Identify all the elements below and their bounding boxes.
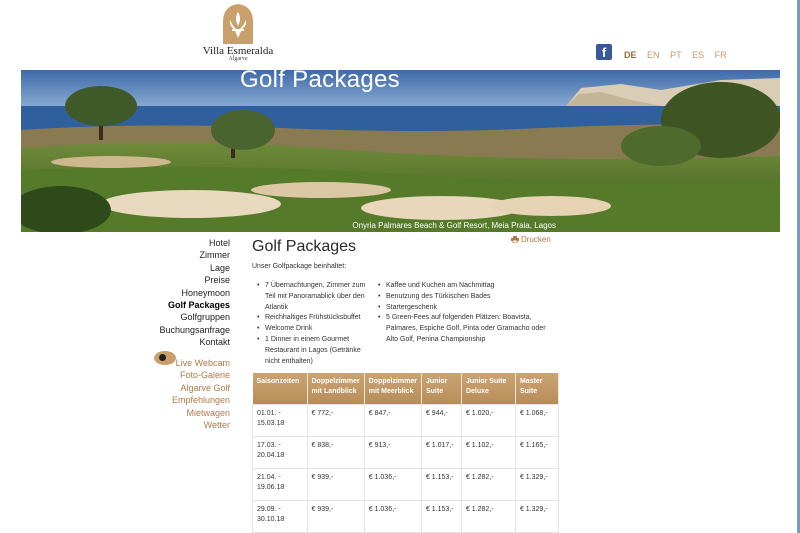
table-cell: € 913,-: [364, 437, 421, 469]
nav-item-mietwagen[interactable]: Mietwagen: [186, 407, 230, 418]
nav-item-algarve-golf[interactable]: Algarve Golf: [180, 382, 230, 393]
table-cell: € 1.282,-: [461, 469, 515, 501]
col-header-season: Saisonzeiten: [253, 373, 308, 405]
print-label: Drucken: [521, 235, 551, 244]
lang-pt[interactable]: PT: [670, 50, 682, 60]
list-item: • Welcome Drink: [257, 324, 377, 335]
nav-item-honeymoon[interactable]: Honeymoon: [181, 287, 230, 298]
table-cell: 29.09. - 30.10.18: [253, 501, 308, 533]
list-item: • Kaffee und Kuchen am Nachmittag: [378, 281, 546, 292]
col-header-dz-land: Doppelzimmer mit Landblick: [307, 373, 364, 405]
intro-text: Unser Golfpackage beinhaltet:: [252, 263, 347, 270]
table-cell: € 1.153,-: [421, 501, 461, 533]
table-cell: € 939,-: [307, 501, 364, 533]
list-item: • Benutzung des Türkischen Bades: [378, 292, 546, 303]
table-cell: € 1.165,-: [515, 437, 558, 469]
table-row: [253, 501, 559, 533]
logo-name: Villa Esmeralda: [202, 45, 274, 57]
nav-item-preise[interactable]: Preise: [204, 275, 230, 286]
table-cell: € 939,-: [307, 469, 364, 501]
table-cell: € 838,-: [307, 437, 364, 469]
lang-es[interactable]: ES: [692, 50, 705, 60]
table-cell: € 1.020,-: [461, 405, 515, 437]
print-link[interactable]: [511, 235, 551, 244]
nav-item-live-webcam[interactable]: Live Webcam: [175, 358, 230, 368]
table-cell: € 847,-: [364, 405, 421, 437]
table-row: [253, 437, 559, 469]
main-nav: [159, 237, 230, 349]
package-list-right: [378, 281, 546, 346]
table-cell: € 1.036,-: [364, 501, 421, 533]
golf-course-banner-image: [21, 70, 780, 232]
table-cell: € 1.068,-: [515, 405, 558, 437]
table-row: [253, 469, 559, 501]
list-item: • Reichhaltiges Frühstücksbuffet: [257, 313, 377, 324]
table-cell: € 1.282,-: [461, 501, 515, 533]
table-cell: € 1.102,-: [461, 437, 515, 469]
nav-item-kontakt[interactable]: Kontakt: [199, 337, 230, 348]
logo-subtitle: Algarve: [228, 56, 248, 62]
language-switcher: [624, 50, 735, 60]
nav-item-zimmer[interactable]: Zimmer: [199, 250, 230, 261]
fleur-de-lis-logo-icon: [221, 4, 255, 44]
facebook-glyph: f: [601, 45, 607, 60]
package-list-left: [257, 281, 377, 367]
table-cell: € 1.329,-: [515, 501, 558, 533]
nav-item-buchungsanfrage[interactable]: Buchungsanfrage: [159, 324, 230, 335]
table-cell: € 1.036,-: [364, 469, 421, 501]
table-cell: € 1.329,-: [515, 469, 558, 501]
nav-item-wetter[interactable]: Wetter: [203, 420, 230, 431]
table-cell: € 1.153,-: [421, 469, 461, 501]
table-row: [253, 405, 559, 437]
nav-item-hotel[interactable]: Hotel: [208, 238, 230, 248]
nav-item-foto-galerie[interactable]: Foto-Galerie: [179, 370, 230, 381]
table-cell: € 944,-: [421, 405, 461, 437]
nav-item-lage[interactable]: Lage: [209, 262, 230, 273]
secondary-nav: [172, 357, 230, 431]
col-header-master-suite: Master Suite: [515, 373, 558, 405]
table-cell: € 772,-: [307, 405, 364, 437]
facebook-icon[interactable]: [596, 44, 612, 60]
col-header-junior-suite-deluxe: Junior Suite Deluxe: [461, 373, 515, 405]
nav-item-golf-packages[interactable]: Golf Packages: [167, 300, 230, 311]
col-header-dz-sea: Doppelzimmer mit Meerblick: [364, 373, 421, 405]
header-banner: [21, 70, 780, 232]
nav-item-empfehlungen[interactable]: Empfehlungen: [171, 395, 230, 406]
nav-item-golfgruppen[interactable]: Golfgruppen: [180, 312, 230, 323]
list-item: • Startergeschenk: [378, 303, 546, 314]
table-header-row: [253, 373, 559, 405]
table-cell: 17.03. - 20.04.18: [253, 437, 308, 469]
printer-icon: [511, 236, 519, 243]
banner-title: Golf Packages: [240, 70, 400, 93]
page-title: Golf Packages: [252, 238, 357, 255]
price-table: [252, 373, 559, 533]
table-cell: 21.04. - 19.06.18: [253, 469, 308, 501]
list-item: • 5 Green-Fees auf folgenden Plätzen: Boavista, Palmares, Espiche Golf, Pinta oder Gramacho oder Alto Golf, Penina Championship: [378, 313, 546, 345]
list-item: • 1 Dinner in einem Gourmet Restaurant in Lagos (Getränke nicht enthalten): [257, 335, 377, 367]
list-item: • 7 Übernachtungen, Zimmer zum Teil mit Panoramablick über den Atlantik: [257, 281, 377, 313]
table-cell: 01.01. - 15.03.18: [253, 405, 308, 437]
lang-de[interactable]: DE: [624, 50, 637, 60]
col-header-junior-suite: Junior Suite: [421, 373, 461, 405]
banner-caption: Onyria Palmares Beach & Golf Resort, Meia Praia, Lagos: [352, 221, 556, 230]
site-logo[interactable]: [196, 4, 280, 66]
lang-fr[interactable]: FR: [714, 50, 727, 60]
table-cell: € 1.017,-: [421, 437, 461, 469]
lang-en[interactable]: EN: [647, 50, 660, 60]
